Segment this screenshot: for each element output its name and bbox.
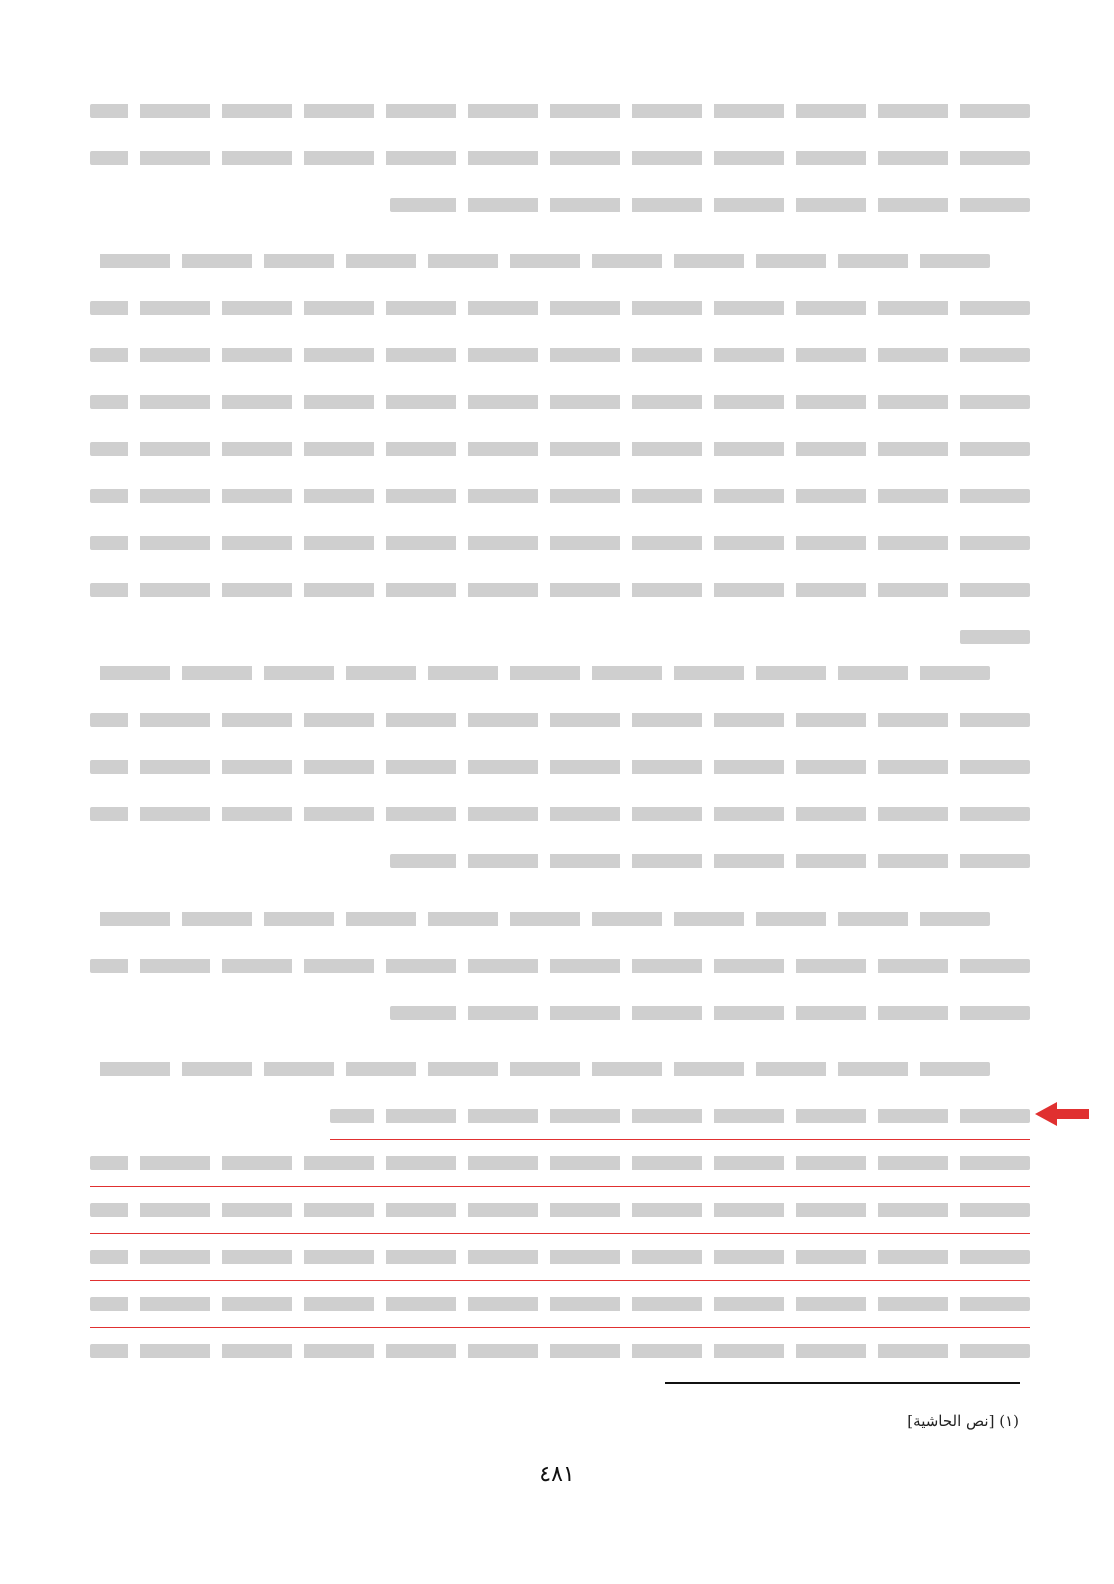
underlined-line: [90, 1234, 1030, 1281]
paragraph-3: [90, 650, 1030, 885]
footnote: (١) [نص الحاشية]: [907, 1412, 1019, 1430]
underlined-line: [330, 1093, 1030, 1140]
page-number: ٤٨١: [539, 1462, 575, 1487]
paragraph-1: [90, 88, 1030, 229]
underlined-line: [90, 1187, 1030, 1234]
paragraph-4: [90, 896, 1030, 1037]
red-arrow-icon: [1035, 1102, 1057, 1126]
underlined-line: [90, 1140, 1030, 1187]
underlined-line: [90, 1281, 1030, 1328]
paragraph-5: [90, 1046, 1030, 1375]
footnote-separator: [665, 1382, 1020, 1384]
paragraph-2: [90, 238, 1030, 661]
